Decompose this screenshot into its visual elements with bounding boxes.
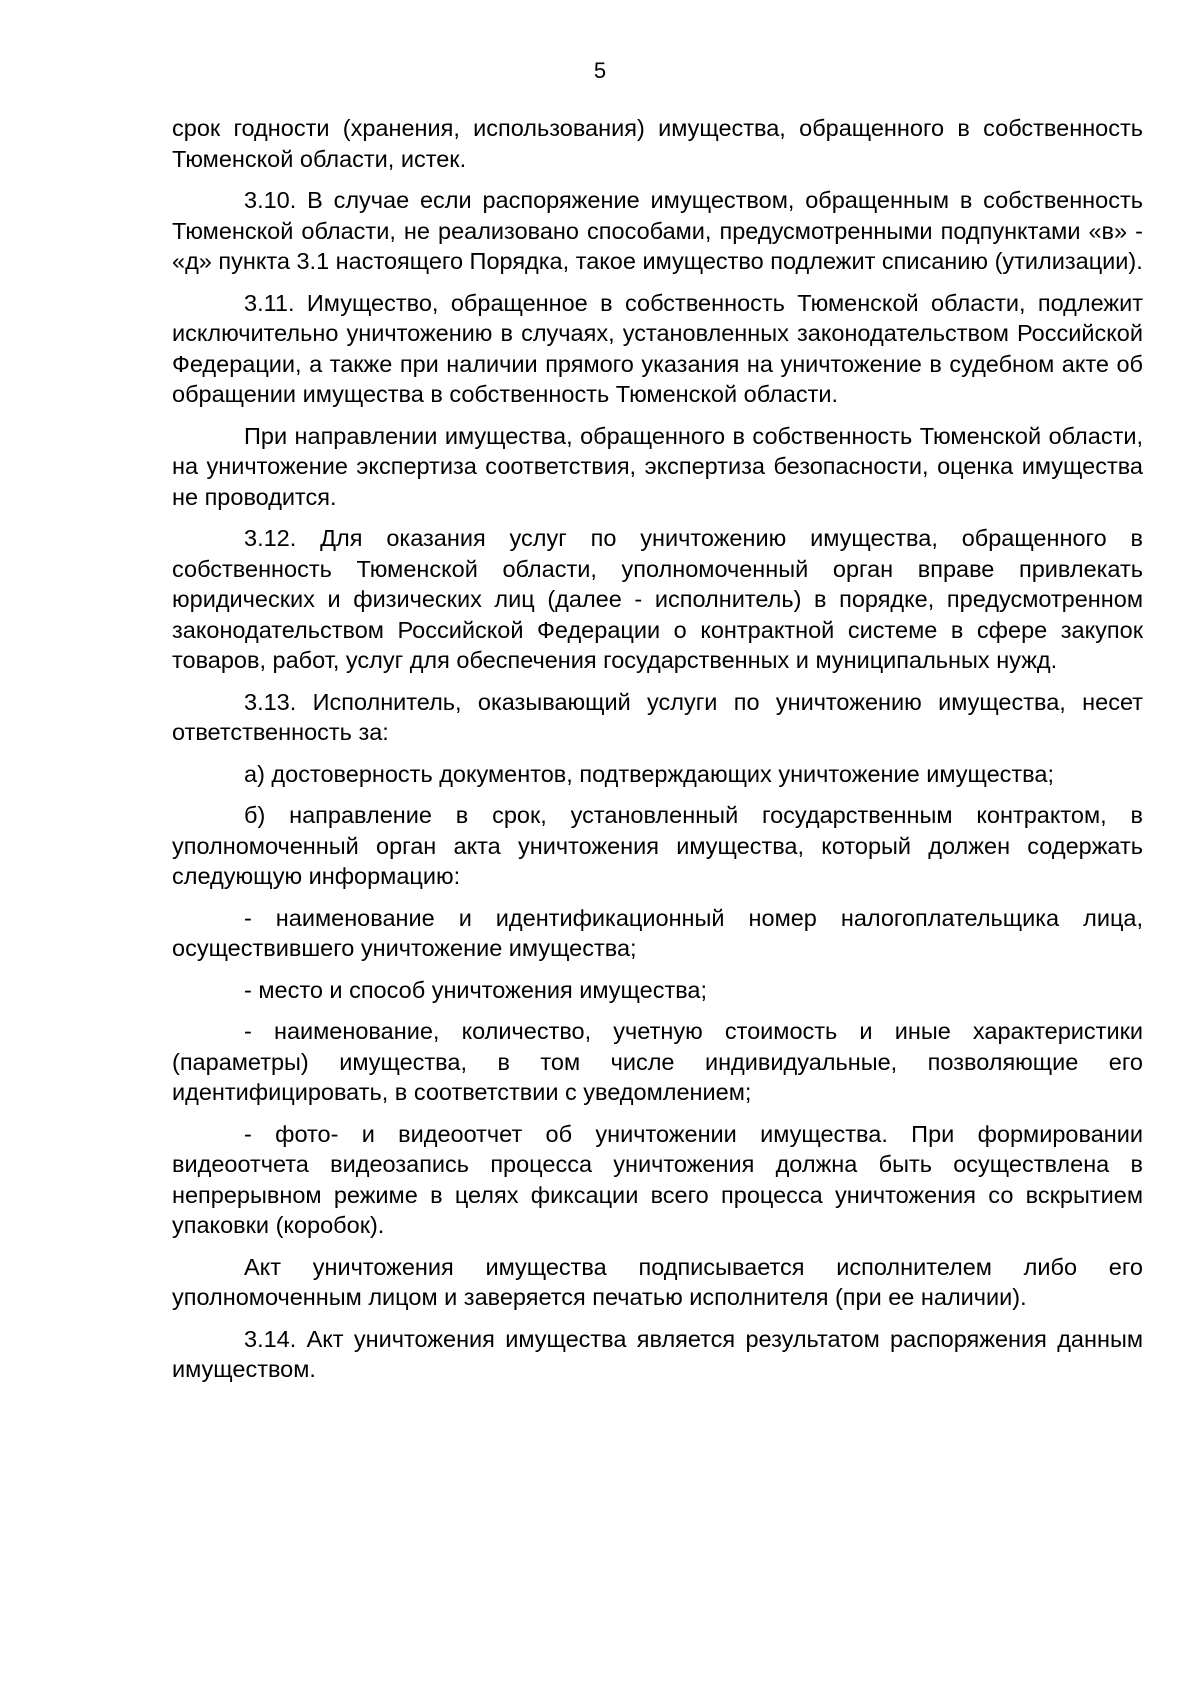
- list-item-dash-place: - место и способ уничтожения имущества;: [244, 976, 708, 1003]
- paragraph-3-10: 3.10. В случае если распоряжение имуществом, обращенным в собственность Тюменской области, не реализовано способами, предусмотренными подпунктами «в» - «д» пункта 3.1 настоящего Порядка, такое имущество подлежит списанию (утилизации).: [172, 187, 1143, 274]
- paragraph-3-14: 3.14. Акт уничтожения имущества является результатом распоряжения данным имуществом.: [172, 1325, 1143, 1382]
- paragraph-3-13: 3.13. Исполнитель, оказывающий услуги по уничтожению имущества, несет ответственность за:: [172, 688, 1143, 745]
- list-item-b: б) направление в срок, установленный государственным контрактом, в уполномоченный орган акта уничтожения имущества, который должен содержать следующую информацию:: [172, 802, 1143, 889]
- paragraph-continuation: срок годности (хранения, использования) имущества, обращенного в собственность Тюменской области, истек.: [172, 115, 1143, 172]
- list-item-dash-characteristics: - наименование, количество, учетную стоимость и иные характеристики (параметры) имущества, в том числе индивидуальные, позволяющие его идентифицировать, в соответствии с уведомлением;: [172, 1018, 1143, 1105]
- list-item-a: а) достоверность документов, подтверждающих уничтожение имущества;: [244, 760, 1054, 787]
- list-item-dash-video: - фото- и видеоотчет об уничтожении имущества. При формировании видеоотчета видеозапись процесса уничтожения должна быть осуществлена в непрерывном режиме в целях фиксации всего процесса уничтожения со вскрытием упаковки (коробок).: [172, 1120, 1143, 1238]
- page-number: 5: [593, 58, 607, 83]
- paragraph-3-12: 3.12. Для оказания услуг по уничтожению имущества, обращенного в собственность Тюменской области, уполномоченный орган вправе привлекать юридических и физических лиц (далее - исполнитель) в порядке, предусмотренном законодательством Российской Федерации о контрактной системе в сфере закупок товаров, работ, услуг для обеспечения государственных и муниципальных нужд.: [172, 525, 1143, 673]
- paragraph-act-signing: Акт уничтожения имущества подписывается исполнителем либо его уполномоченным лицом и заверяется печатью исполнителя (при ее наличии).: [172, 1253, 1143, 1310]
- paragraph-destruction-expertise: При направлении имущества, обращенного в собственность Тюменской области, на уничтожение экспертиза соответствия, экспертиза безопасности, оценка имущества не проводится.: [172, 422, 1143, 510]
- document-body: [172, 113, 1143, 1396]
- list-item-dash-name: - наименование и идентификационный номер налогоплательщика лица, осуществившего уничтожение имущества;: [172, 904, 1143, 961]
- paragraph-3-11: 3.11. Имущество, обращенное в собственность Тюменской области, подлежит исключительно уничтожению в случаях, установленных законодательством Российской Федерации, а также при наличии прямого указания на уничтожение в судебном акте об обращении имущества в собственность Тюменской области.: [172, 289, 1143, 407]
